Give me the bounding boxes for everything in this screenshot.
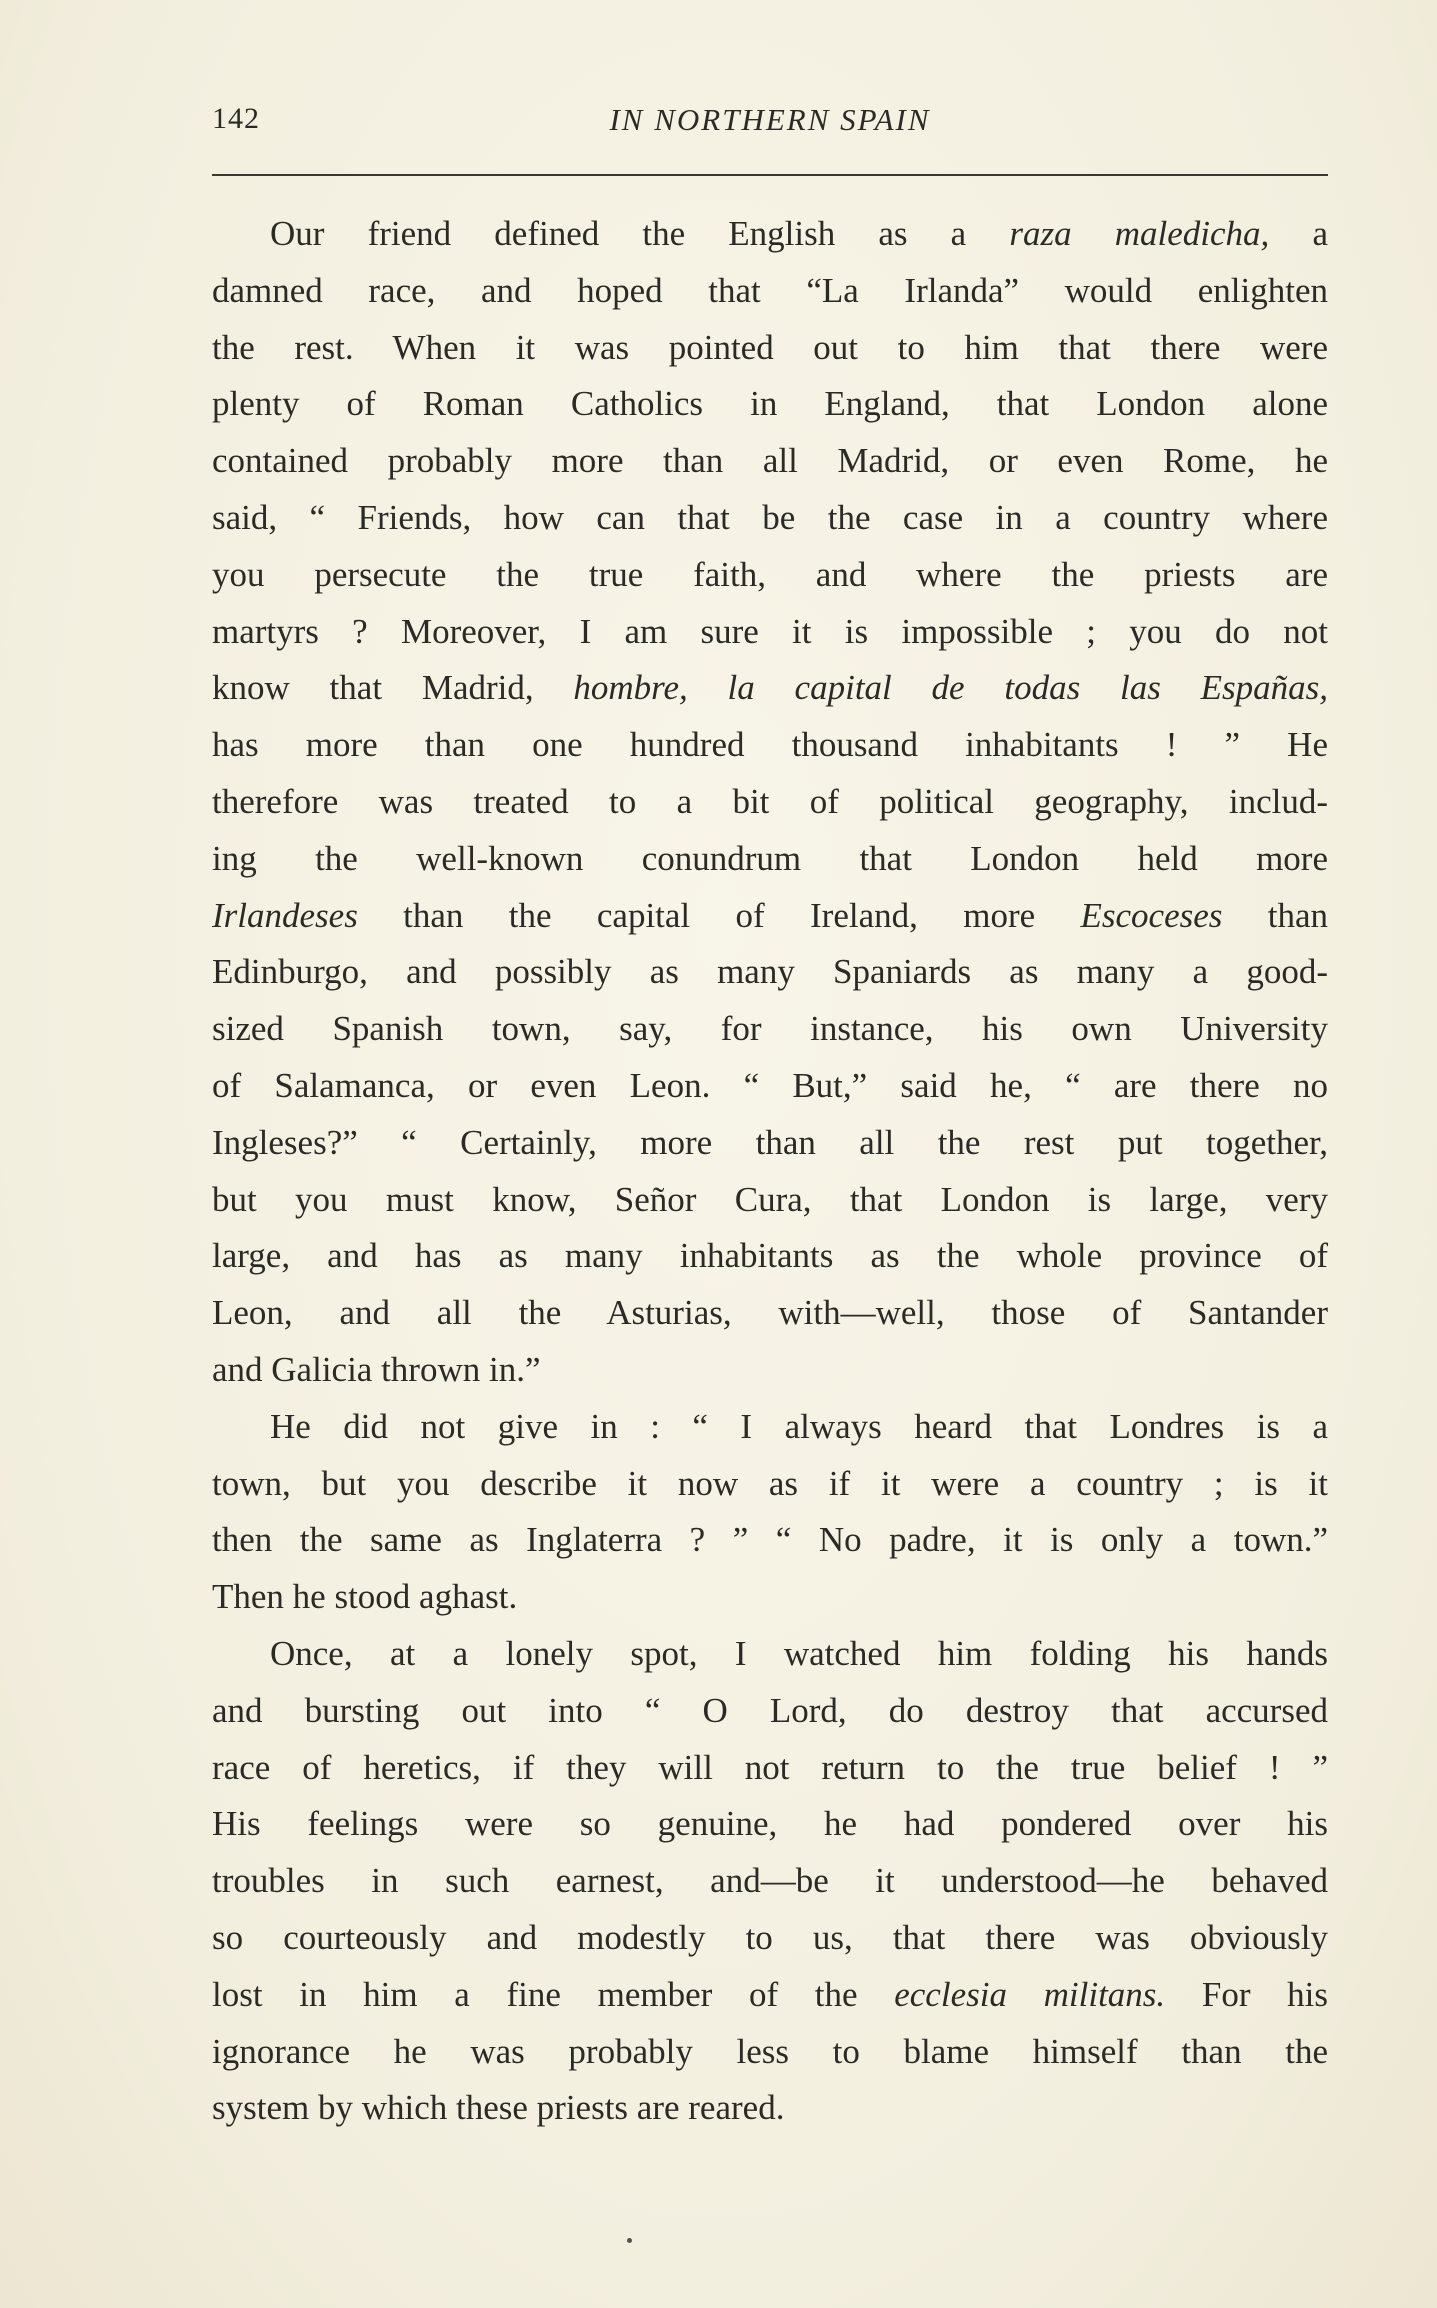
text-line	[212, 717, 1328, 774]
text-line	[212, 604, 1328, 661]
text-run: ing the well-known conundrum that London held more	[212, 838, 1328, 878]
text-run: Edinburgo, and possibly as many Spaniards as many a good-	[212, 952, 1328, 992]
text-line	[212, 1285, 1328, 1342]
text-line	[212, 1512, 1328, 1569]
text-run: a	[1269, 214, 1328, 253]
paragraph	[212, 1626, 1328, 2137]
page-number: 142	[212, 102, 260, 135]
text-run: Our friend defined the English as a	[270, 214, 1010, 253]
text-run: He did not give in : “ I always heard that Londres is a	[270, 1406, 1328, 1446]
text-run: than	[1222, 895, 1329, 935]
running-head: IN NORTHERN SPAIN	[609, 102, 931, 137]
text-run: sized Spanish town, say, for instance, his own University	[212, 1009, 1328, 1049]
paragraph	[212, 206, 1328, 1399]
text-line	[212, 1910, 1328, 1967]
text-run: town, but you describe it now as if it were a country ; is it	[212, 1463, 1328, 1503]
text-run: martyrs ? Moreover, I am sure it is impossible ; you do not	[212, 611, 1328, 651]
text-run: race of heretics, if they will not return to the true belief ! ”	[212, 1747, 1328, 1787]
text-run: of Salamanca, or even Leon. “ But,” said he, “ are there no	[212, 1065, 1328, 1105]
text-line	[212, 831, 1328, 888]
header-rule	[212, 174, 1328, 176]
italic-phrase: Irlandeses	[212, 895, 358, 935]
text-line	[212, 1967, 1328, 2024]
text-line	[212, 1001, 1328, 1058]
text-line	[212, 433, 1328, 490]
text-run: therefore was treated to a bit of political geography, includ-	[212, 781, 1328, 821]
text-line	[212, 1740, 1328, 1797]
text-run: than the capital of Ireland, more	[357, 895, 1081, 935]
text-run: large, and has as many inhabitants as the whole province of	[212, 1236, 1328, 1276]
text-run: and Galicia thrown in.”	[212, 1349, 541, 1389]
italic-phrase: hombre, la capital de todas las Españas,	[573, 668, 1328, 708]
text-line	[212, 2024, 1328, 2081]
text-line	[212, 1683, 1328, 1740]
text-line	[212, 1342, 1328, 1399]
text-line	[212, 1796, 1328, 1853]
text-run: Then he stood aghast.	[212, 1577, 518, 1617]
paragraph	[212, 1399, 1328, 1626]
text-run: you persecute the true faith, and where the priests are	[212, 554, 1328, 594]
text-run: then the same as Inglaterra ? ” “ No padre, it is only a town.”	[212, 1520, 1328, 1560]
text-line	[212, 263, 1328, 320]
italic-phrase: raza maledicha,	[1009, 214, 1270, 253]
text-line	[212, 1853, 1328, 1910]
italic-phrase: Escoceses	[1080, 895, 1223, 935]
text-line	[212, 1569, 1328, 1626]
text-run: system by which these priests are reared.	[212, 2088, 785, 2128]
text-line	[212, 1058, 1328, 1115]
text-run: so courteously and modestly to us, that there was obviously	[212, 1917, 1328, 1957]
text-line	[212, 547, 1328, 604]
text-line	[212, 1172, 1328, 1229]
text-line	[212, 2080, 1328, 2137]
text-run: troubles in such earnest, and—be it understood—he behaved	[212, 1861, 1328, 1901]
text-line	[212, 1115, 1328, 1172]
page-header	[212, 102, 1328, 146]
text-run: said, “ Friends, how can that be the case in a country where	[212, 497, 1328, 537]
text-line	[212, 774, 1328, 831]
ink-speck	[627, 2238, 632, 2243]
text-run: damned race, and hoped that “La Irlanda” would enlighten	[212, 270, 1328, 310]
text-run: ignorance he was probably less to blame himself than the	[212, 2031, 1328, 2071]
text-run: has more than one hundred thousand inhabitants ! ” He	[212, 725, 1328, 765]
text-line	[212, 660, 1328, 717]
text-line	[212, 1626, 1328, 1683]
text-run: but you must know, Señor Cura, that London is large, very	[212, 1179, 1328, 1219]
text-line	[212, 944, 1328, 1001]
italic-phrase: ecclesia militans.	[894, 1974, 1166, 2014]
text-run: and bursting out into “ O Lord, do destroy that accursed	[212, 1690, 1328, 1730]
text-run: For his	[1165, 1974, 1328, 2014]
text-line	[212, 1456, 1328, 1513]
text-run: the rest. When it was pointed out to him that there were	[212, 327, 1328, 367]
text-run: Ingleses?” “ Certainly, more than all the rest put together,	[212, 1122, 1328, 1162]
text-line	[212, 888, 1328, 945]
text-line	[212, 1228, 1328, 1285]
text-run: Once, at a lonely spot, I watched him folding his hands	[270, 1633, 1328, 1673]
text-run: Leon, and all the Asturias, with—well, those of Santander	[212, 1293, 1328, 1333]
text-run: His feelings were so genuine, he had pondered over his	[212, 1804, 1328, 1844]
text-line	[212, 1399, 1328, 1456]
body-text	[212, 206, 1328, 2137]
text-line	[212, 320, 1328, 377]
text-line	[212, 376, 1328, 433]
text-run: contained probably more than all Madrid, or even Rome, he	[212, 441, 1328, 481]
text-run: plenty of Roman Catholics in England, that London alone	[212, 384, 1328, 424]
text-line	[212, 206, 1328, 263]
text-run: know that Madrid,	[212, 668, 574, 708]
text-line	[212, 490, 1328, 547]
text-run: lost in him a fine member of the	[212, 1974, 895, 2014]
